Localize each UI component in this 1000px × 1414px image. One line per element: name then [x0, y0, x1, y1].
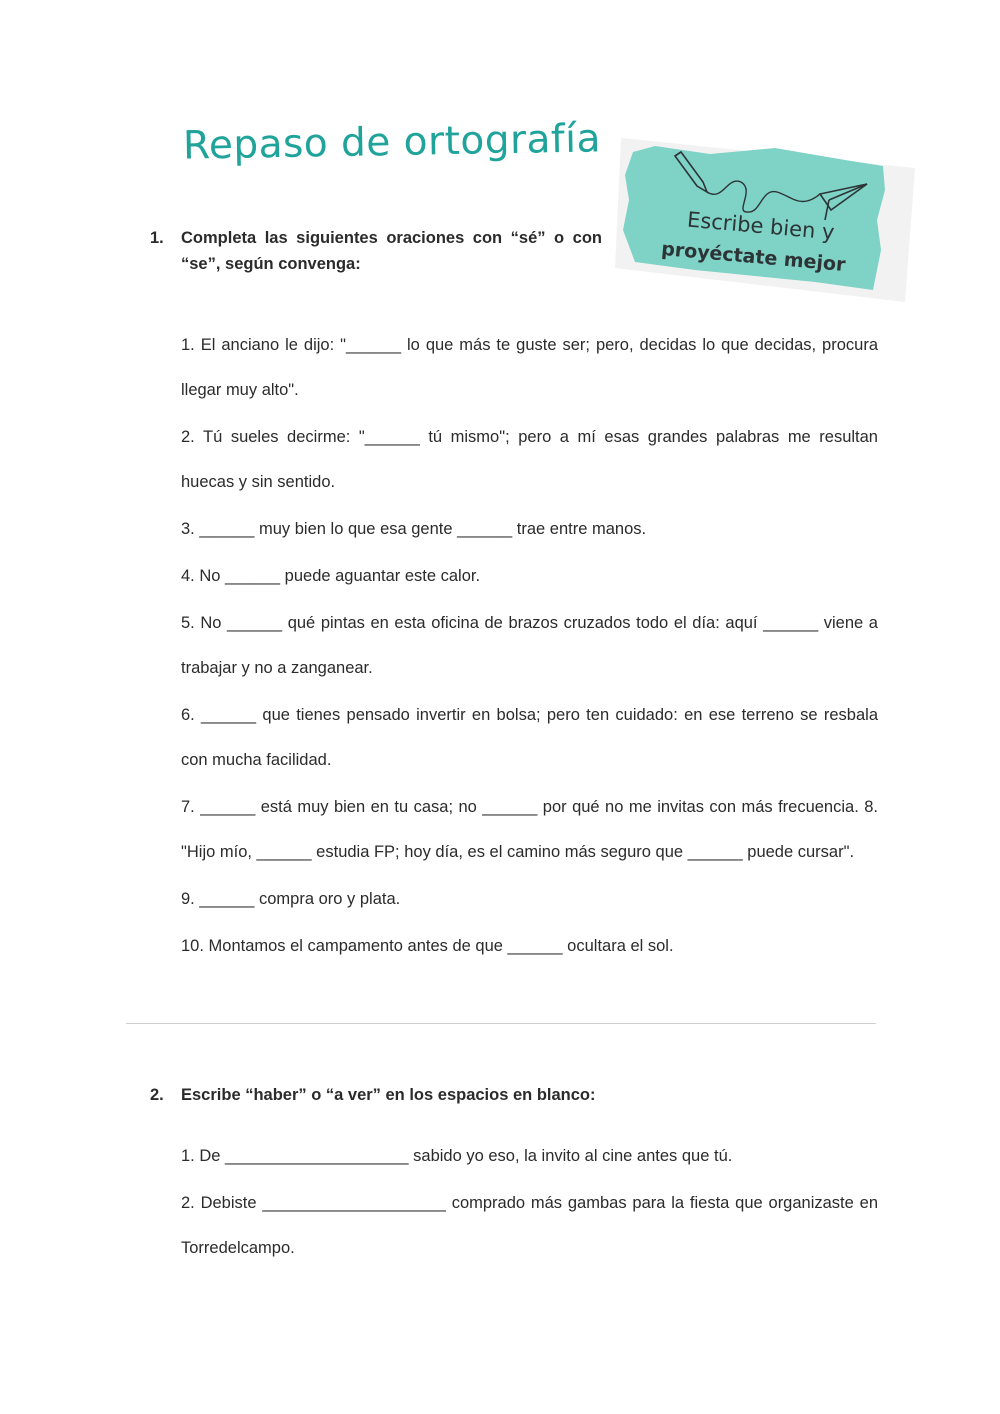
exercise-item: 5. No ______ qué pintas en esta oficina de brazos cruzados todo el día: aquí ______ viene a trabajar y no a zanganear.	[181, 614, 878, 677]
section-divider	[126, 1023, 876, 1024]
section-1-number: 1.	[150, 229, 164, 247]
badge-line-2: proyéctate mejor	[660, 237, 847, 277]
exercise-item: 2. Debiste ____________________ comprado más gambas para la fiesta que organizaste en Torredelcampo.	[181, 1194, 878, 1257]
badge-line-1: Escribe bien y	[686, 207, 836, 245]
exercise-item: 1. El anciano le dijo: "______ lo que más te guste ser; pero, decidas lo que decidas, procura llegar muy alto".	[181, 336, 878, 399]
page-title: Repaso de ortografía	[182, 116, 602, 169]
exercise-item: 4. No ______ puede aguantar este calor.	[181, 567, 481, 585]
exercise-item: 3. ______ muy bien lo que esa gente ______ trae entre manos.	[181, 520, 647, 538]
exercise-item: 1. De ____________________ sabido yo eso, la invito al cine antes que tú.	[181, 1147, 733, 1165]
section-1-instruction: Completa las siguientes oraciones con “sé” o con “se”, según convenga:	[181, 229, 602, 273]
section-1-list	[181, 323, 878, 971]
section-2-number: 2.	[150, 1086, 164, 1104]
exercise-item: 9. ______ compra oro y plata.	[181, 890, 401, 908]
exercise-item: 2. Tú sueles decirme: "______ tú mismo"; pero a mí esas grandes palabras me resultan huecas y sin sentido.	[181, 428, 878, 491]
exercise-item: 7. ______ está muy bien en tu casa; no ______ por qué no me invitas con más frecuencia. 8. "Hijo mío, ______ estudia FP; hoy día, es el camino más seguro que ______ puede cursar".	[181, 798, 878, 861]
section-2-list	[181, 1134, 878, 1273]
exercise-item: 6. ______ que tienes pensado invertir en bolsa; pero ten cuidado: en ese terreno se resbala con mucha facilidad.	[181, 706, 878, 769]
motto-badge	[615, 130, 925, 305]
exercise-item: 10. Montamos el campamento antes de que ______ ocultara el sol.	[181, 937, 674, 955]
section-2-instruction: Escribe “haber” o “a ver” en los espacios en blanco:	[181, 1086, 596, 1104]
